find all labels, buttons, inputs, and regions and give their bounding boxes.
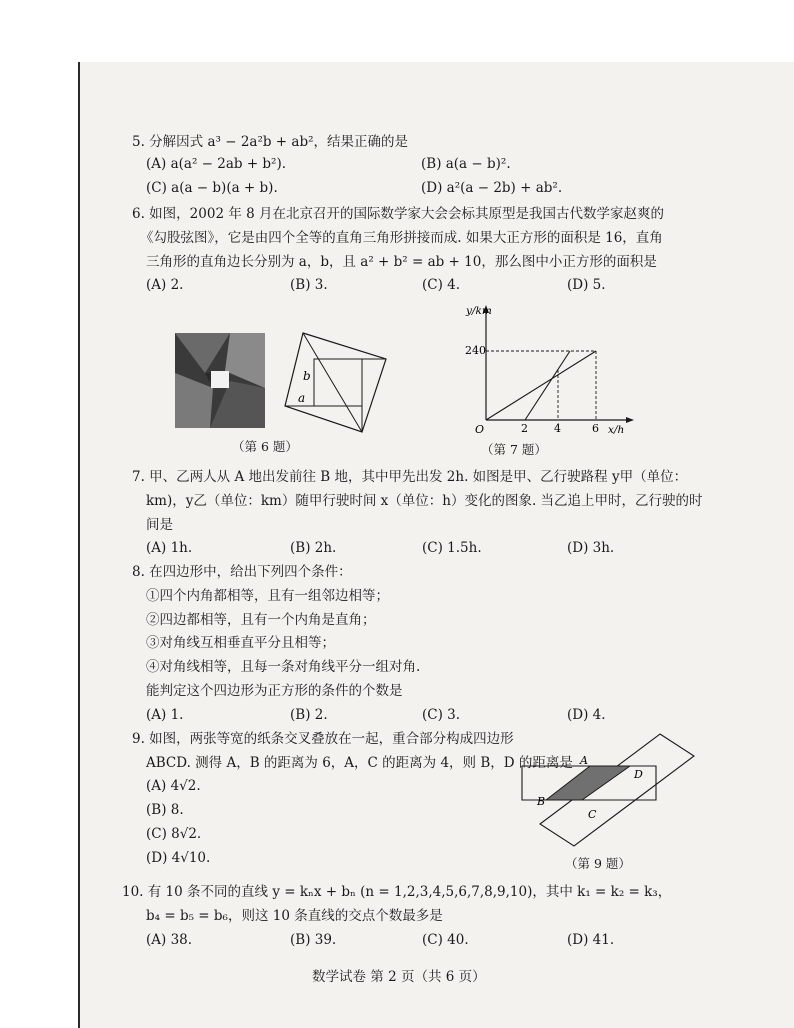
fig7-tick-240: 240: [465, 344, 486, 357]
q10-stem-line2: b₄ = b₅ = b₆，则这 10 条直线的交点个数最多是: [146, 908, 443, 924]
fig6-label-b: b: [303, 369, 311, 383]
q8-option-b: (B) 2.: [290, 707, 328, 723]
fig7-y-axis-label: y/km: [466, 305, 492, 317]
q5-option-c: (C) a(a − b)(a + b).: [146, 180, 278, 196]
q9-option-d: (D) 4√10.: [146, 850, 211, 866]
q6-stem-line1: 6. 如图，2002 年 8 月在北京召开的国际数学家大会会标其原型是我国古代数学家赵爽的: [132, 206, 664, 222]
q7-stem-line2: km)，y乙（单位：km）随甲行驶时间 x（单位：h）变化的图象. 当乙追上甲时，乙行驶的时: [146, 493, 703, 509]
q5-stem: 5. 分解因式 a³ − 2a²b + ab²，结果正确的是: [132, 134, 409, 150]
q7-stem-line3: 间是: [146, 517, 173, 533]
fig7-caption: （第 7 题）: [481, 442, 547, 457]
fig6-zhaoshuang-diagram: [285, 333, 395, 433]
q9-stem-line1: 9. 如图，两张等宽的纸条交叉叠放在一起，重合部分构成四边形: [132, 731, 514, 747]
q9-option-a: (A) 4√2.: [146, 778, 201, 794]
fig6-logo-photo: [175, 333, 265, 428]
q7-option-a: (A) 1h.: [146, 540, 193, 556]
q8-stem: 8. 在四边形中，给出下列四个条件：: [132, 564, 352, 580]
q6-option-c: (C) 4.: [422, 277, 461, 293]
q9-stem-line2: ABCD. 测得 A，B 的距离为 6，A，C 的距离为 4，则 B，D 的距离是: [146, 755, 573, 771]
q5-option-b: (B) a(a − b)².: [421, 156, 511, 172]
q8-option-d: (D) 4.: [567, 707, 606, 723]
fig9-label-b: B: [537, 795, 546, 808]
q8-condition-3: ③对角线互相垂直平分且相等；: [146, 635, 335, 651]
q5-option-d: (D) a²(a − 2b) + ab².: [421, 180, 563, 196]
fig6-label-a: a: [298, 391, 306, 405]
q10-option-c: (C) 40.: [422, 932, 469, 948]
q7-option-b: (B) 2h.: [290, 540, 337, 556]
q10-option-b: (B) 39.: [290, 932, 337, 948]
q10-option-d: (D) 41.: [567, 932, 615, 948]
page-footer: 数学试卷 第 2 页（共 6 页）: [312, 969, 486, 985]
q8-condition-2: ②四边都相等，且有一个内角是直角；: [146, 612, 376, 628]
q8-question: 能判定这个四边形为正方形的条件的个数是: [146, 683, 403, 699]
fig9-label-a: A: [580, 754, 588, 767]
q6-option-d: (D) 5.: [567, 277, 606, 293]
q8-condition-1: ①四个内角都相等，且有一组邻边相等；: [146, 588, 389, 604]
q7-option-c: (C) 1.5h.: [422, 540, 482, 556]
fig7-tick-2: 2: [521, 422, 528, 435]
q9-option-c: (C) 8√2.: [146, 826, 202, 842]
fig6-caption: （第 6 题）: [232, 439, 298, 454]
q8-option-a: (A) 1.: [146, 707, 184, 723]
q8-condition-4: ④对角线相等，且每一条对角线平分一组对角.: [146, 659, 421, 675]
fig9-caption: （第 9 题）: [565, 856, 631, 871]
fig7-tick-6: 6: [592, 422, 599, 435]
fig7-x-axis-label: x/h: [608, 424, 625, 436]
fig9-paper-strips: [520, 728, 700, 853]
q6-option-b: (B) 3.: [290, 277, 328, 293]
q8-option-c: (C) 3.: [422, 707, 461, 723]
fig7-distance-time-graph: [448, 296, 638, 436]
q7-stem-line1: 7. 甲、乙两人从 A 地出发前往 B 地，其中甲先出发 2h. 如图是甲、乙行驶路程 y甲（单位：: [132, 469, 688, 485]
fig9-label-d: D: [634, 768, 643, 781]
q10-option-a: (A) 38.: [146, 932, 193, 948]
q7-option-d: (D) 3h.: [567, 540, 615, 556]
q10-stem-line1: 10. 有 10 条不同的直线 y = kₙx + bₙ (n = 1,2,3,4,5,6,7,8,9,10)，其中 k₁ = k₂ = k₃，: [122, 884, 672, 900]
fig9-label-c: C: [588, 808, 597, 821]
q5-option-a: (A) a(a² − 2ab + b²).: [146, 156, 287, 172]
q9-option-b: (B) 8.: [146, 802, 184, 818]
q6-stem-line3: 三角形的直角边长分别为 a，b，且 a² + b² = ab + 10，那么图中小正方形的面积是: [146, 254, 657, 270]
fig7-tick-4: 4: [554, 422, 561, 435]
fig7-origin-label: O: [475, 423, 485, 436]
q6-stem-line2: 《勾股弦图》，它是由四个全等的直角三角形拼接而成. 如果大正方形的面积是 16，直角: [140, 230, 663, 246]
q6-option-a: (A) 2.: [146, 277, 184, 293]
